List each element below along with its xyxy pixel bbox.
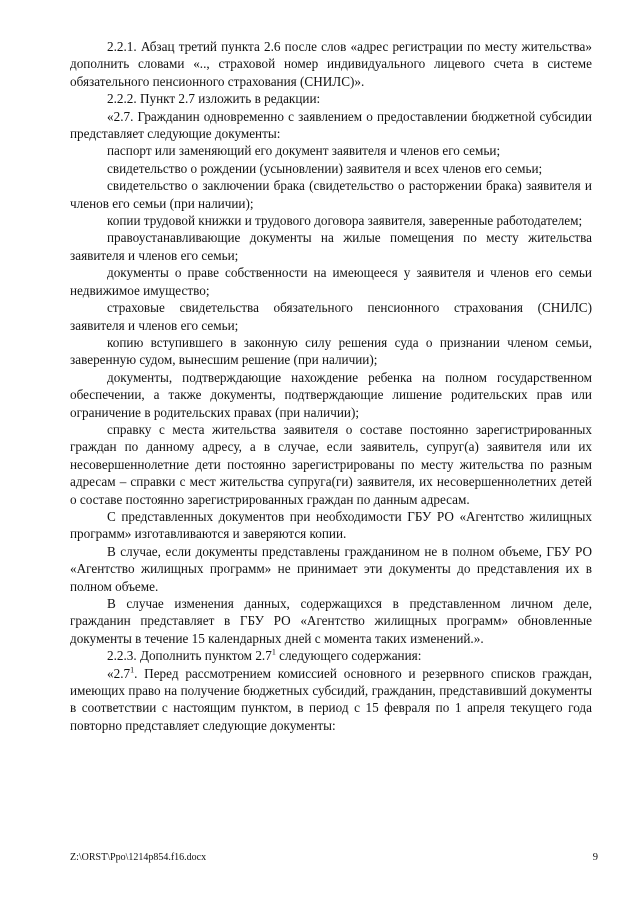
paragraph-2-2-2: 2.2.2. Пункт 2.7 изложить в редакции:: [107, 91, 321, 107]
paragraph-2-7-1: [70, 665, 592, 735]
document-body: [70, 38, 592, 734]
paragraph-2-2-1: 2.2.1. Абзац третий пункта 2.6 после слов «адрес регистрации по месту жительства» дополнить словами «.., страховой номер индивидуального лицевого счета в системе обязательного пенсионного страхования (СНИЛС)».: [70, 39, 592, 89]
paragraph-2-2-3: [70, 647, 592, 664]
list-item-court-decision: копию вступившего в законную силу решения суда о признании членом семьи, заверенную судом, вынесшим решение (при наличии);: [70, 334, 592, 368]
superscript-1: 1: [271, 647, 276, 657]
paragraph-data-changes: В случае изменения данных, содержащихся в представленном личном деле, гражданин представляет в ГБУ РО «Агентство жилищных программ» обновленные документы в течение 15 календарных дней с момента таких изменений.».: [70, 596, 592, 646]
superscript-1: 1: [130, 665, 135, 675]
list-item-residence-certificate: справку с места жительства заявителя о составе постоянно зарегистрированных граждан по данному адресу, а в случае, если заявитель, супруг(а) заявителя или их несовершеннолетние дети постоянно зарегистрированы по месту жительства по разным адресам – справки с мест жительства супруга(ги) заявителя, их несовершеннолетних детей о составе постоянно зарегистрированных граждан по данным адресам.: [70, 421, 592, 507]
paragraph-2-2-3-tail: следующего содержания:: [275, 648, 422, 664]
list-item-child-state-support: документы, подтверждающие нахождение ребенка на полном государственном обеспечении, а также документы, подтверждающие лишение родительских прав или ограничение в родительских правах (при наличии);: [70, 369, 592, 420]
paragraph-copies: С представленных документов при необходимости ГБУ РО «Агентство жилищных программ» изготавливаются и заверяются копии.: [70, 508, 592, 542]
page-number: 9: [592, 852, 598, 863]
list-item-property-documents: документы о праве собственности на имеющееся у заявителя и членов его семьи недвижимое имущество;: [70, 265, 592, 298]
list-item-birth-certificate: свидетельство о рождении (усыновлении) заявителя и всех членов его семьи;: [107, 160, 543, 176]
paragraph-2-7-1-lead: «2.7: [107, 665, 131, 681]
list-item-employment-record: копии трудовой книжки и трудового договора заявителя, заверенные работодателем;: [107, 213, 583, 229]
footer-file-path: Z:\ORST\Ppo\1214p854.f16.docx: [70, 852, 207, 863]
paragraph-2-2-3-text: 2.2.3. Дополнить пунктом 2.7: [107, 648, 272, 664]
paragraph-2-7-intro: «2.7. Гражданин одновременно с заявлением о предоставлении бюджетной субсидии представляет следующие документы:: [70, 108, 592, 142]
paragraph-2-7-1-text: . Перед рассмотрением комиссией основного и резервного списков граждан, имеющих право на получение бюджетных субсидий, гражданин, представивший документы в соответствии с настоящим пунктом, в период с 15 февраля по 1 апреля текущего года повторно представляет следующие документы:: [70, 665, 592, 733]
list-item-marriage-certificate: свидетельство о заключении брака (свидетельство о расторжении брака) заявителя и членов его семьи (при наличии);: [70, 178, 592, 211]
list-item-housing-documents: правоустанавливающие документы на жилые помещения по месту жительства заявителя и членов его семьи;: [70, 230, 592, 263]
list-item-passport: паспорт или заменяющий его документ заявителя и членов его семьи;: [107, 143, 501, 159]
list-item-snils: страховые свидетельства обязательного пенсионного страхования (СНИЛС) заявителя и членов его семьи;: [70, 300, 592, 333]
paragraph-incomplete-documents: В случае, если документы представлены гражданином не в полном объеме, ГБУ РО «Агентство жилищных программ» не принимает эти документы до представления их в полном объеме.: [70, 543, 592, 594]
